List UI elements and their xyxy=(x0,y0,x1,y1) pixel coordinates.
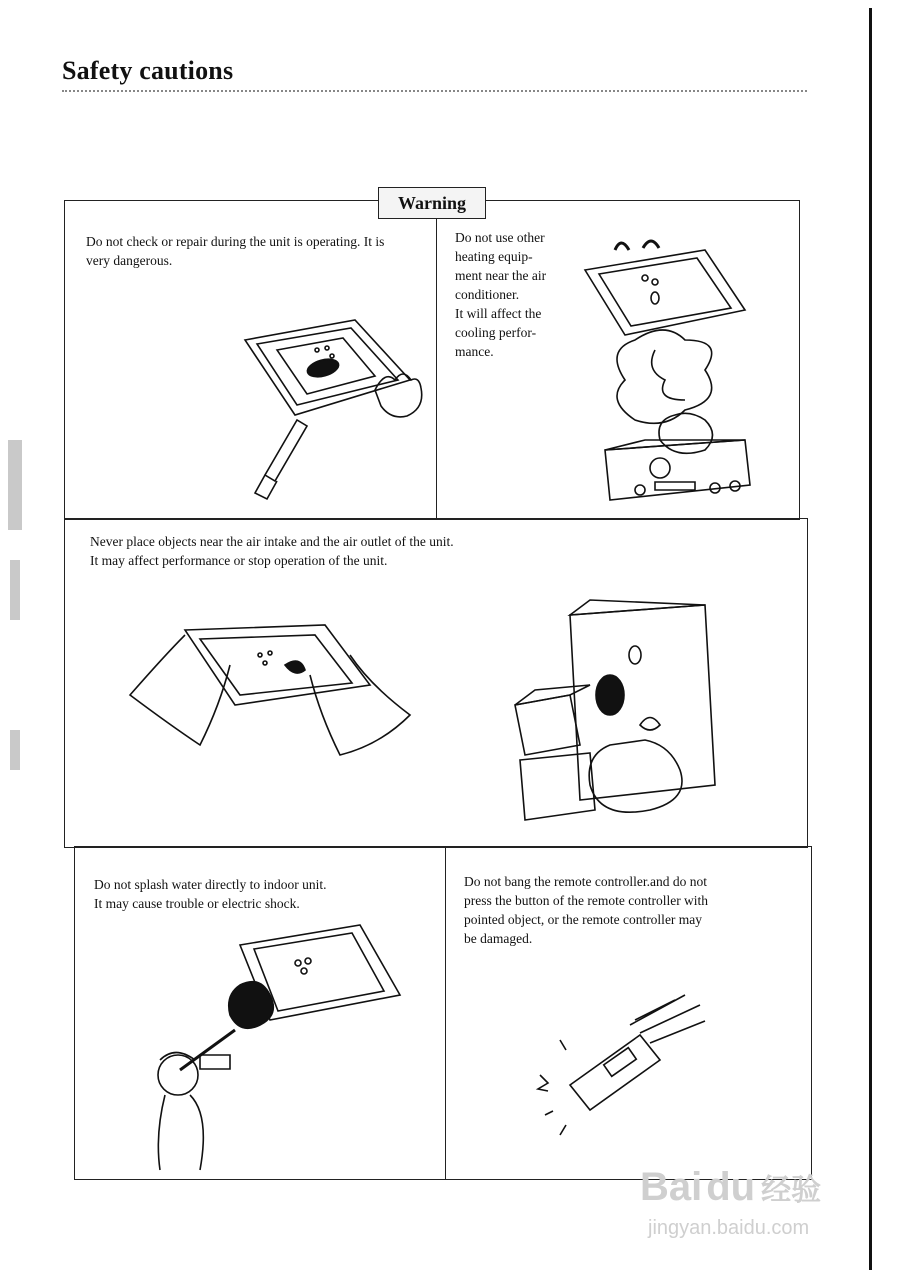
watermark-logo: Bai du 经验 xyxy=(640,1165,822,1209)
ac-heating-illustration xyxy=(585,240,760,510)
caution-remote-text: Do not bang the remote controller.and do not press the button of the remote controller with pointed object, or the remote controller may be damaged. xyxy=(464,874,709,946)
page-edge-line xyxy=(869,8,872,1270)
ac-blocked-illustration xyxy=(120,625,420,775)
caution-objects-text: Never place objects near the air intake and the air outlet of the unit. It may affect performance or stop operation of the unit. xyxy=(90,534,454,568)
baidu-watermark xyxy=(640,1165,855,1245)
caution-repair-text: Do not check or repair during the unit is operating. It is very dangerous. xyxy=(86,234,385,268)
title-divider xyxy=(62,90,807,92)
scan-artifact xyxy=(10,560,20,620)
ac-repair-illustration xyxy=(235,320,425,505)
panel-divider xyxy=(445,846,446,1180)
scan-artifact xyxy=(10,730,20,770)
water-splash-illustration xyxy=(130,925,410,1175)
remote-bang-illustration xyxy=(530,995,710,1155)
warning-label: Warning xyxy=(378,187,486,219)
cabinet-blocked-illustration xyxy=(510,585,725,830)
page-title: Safety cautions xyxy=(62,56,234,85)
caution-heating-text: Do not use other heating equip- ment near the air conditioner. It will affect the cooling perfor- mance. xyxy=(455,230,547,359)
caution-water-text: Do not splash water directly to indoor unit. It may cause trouble or electric shock. xyxy=(94,877,327,911)
watermark-url: jingyan.baidu.com xyxy=(648,1217,810,1239)
panel-divider xyxy=(436,200,437,520)
scan-artifact xyxy=(8,440,22,530)
